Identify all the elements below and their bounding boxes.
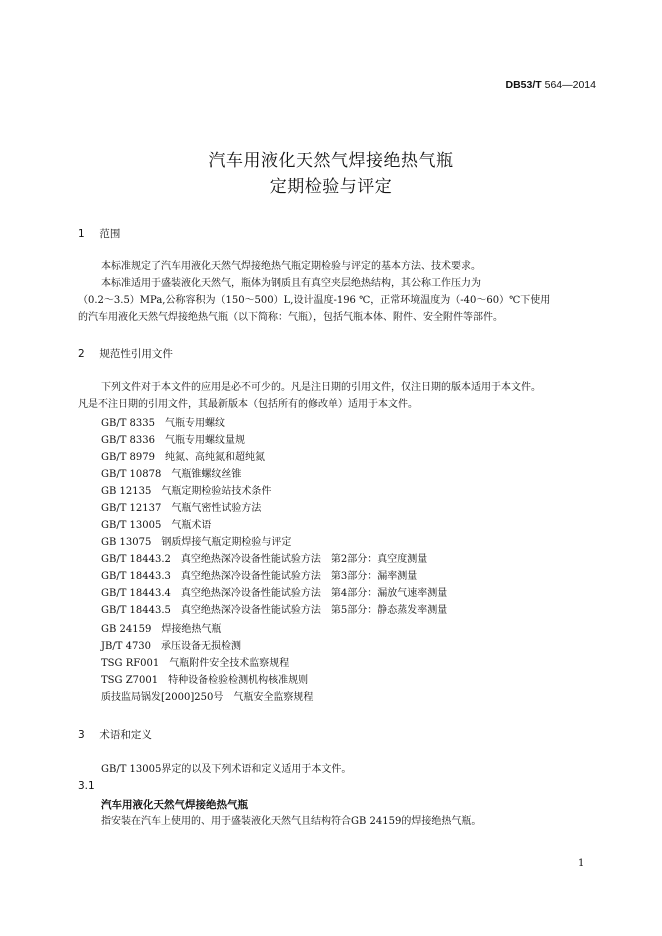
reference-item: GB 13075 钢质焊接气瓶定期检验与评定 — [101, 537, 292, 548]
section-1-heading — [78, 226, 120, 241]
reference-item: TSG Z7001 特种设备检验检测机构核准规则 — [101, 675, 309, 686]
section-2-heading — [78, 346, 173, 361]
reference-item: GB 12135 气瓶定期检验站技术条件 — [101, 486, 272, 497]
reference-item: GB/T 18443.5 真空绝热深冷设备性能试验方法 第5部分：静态蒸发率测量 — [101, 605, 448, 616]
standard-code — [506, 79, 597, 91]
section-number: 3 — [78, 729, 85, 741]
section-3-heading — [78, 727, 152, 742]
document-title-line1: 汽车用液化天然气焊接绝热气瓶 — [208, 151, 454, 171]
reference-item: GB/T 8979 纯氮、高纯氮和超纯氮 — [101, 452, 266, 463]
reference-item: GB 24159 焊接绝热气瓶 — [101, 624, 222, 635]
page-number: 1 — [578, 858, 585, 869]
terms-intro: GB/T 13005界定的以及下列术语和定义适用于本文件。 — [101, 764, 352, 775]
reference-item: 质技监局锅发[2000]250号 气瓶安全监察规程 — [101, 692, 314, 703]
reference-item: GB/T 8336 气瓶专用螺纹量规 — [101, 435, 246, 446]
reference-item: GB/T 12137 气瓶气密性试验方法 — [101, 503, 262, 514]
term-number: 3.1 — [78, 780, 95, 792]
reference-item: GB/T 8335 气瓶专用螺纹 — [101, 418, 226, 429]
scope-paragraph-2-line2: （0.2～3.5）MPa,公称容积为（150～500）L,设计温度-196 ℃，正常环境温度为（-40～60）℃下使用 — [78, 295, 551, 306]
reference-item: GB/T 18443.3 真空绝热深冷设备性能试验方法 第3部分：漏率测量 — [101, 571, 418, 582]
section-title: 术语和定义 — [99, 729, 152, 741]
term-title: 汽车用液化天然气焊接绝热气瓶 — [101, 799, 248, 811]
scope-paragraph-1: 本标准规定了汽车用液化天然气焊接绝热气瓶定期检验与评定的基本方法、技术要求。 — [101, 261, 481, 272]
standard-code-prefix: DB53/T — [505, 79, 542, 91]
standard-code-number: 564—2014 — [544, 79, 596, 91]
scope-paragraph-2-line1: 本标准适用于盛装液化天然气，瓶体为钢质且有真空夹层绝热结构，其公称工作压力为 — [101, 278, 481, 289]
reference-item: GB/T 10878 气瓶锥螺纹丝锥 — [101, 469, 242, 480]
scope-paragraph-2-line3: 的汽车用液化天然气焊接绝热气瓶（以下简称：气瓶），包括气瓶本体、附件、安全附件等部件。 — [78, 312, 503, 323]
reference-item: GB/T 13005 气瓶术语 — [101, 520, 212, 531]
refs-intro-line1: 下列文件对于本文件的应用是必不可少的。凡是注日期的引用文件，仅注日期的版本适用于本文件。 — [101, 382, 541, 393]
reference-item: GB/T 18443.4 真空绝热深冷设备性能试验方法 第4部分：漏放气速率测量 — [101, 588, 448, 599]
term-definition: 指安装在汽车上使用的、用于盛装液化天然气且结构符合GB 24159的焊接绝热气瓶。 — [101, 816, 482, 827]
reference-item: TSG RF001 气瓶附件安全技术监察规程 — [101, 658, 290, 669]
document-title-line2: 定期检验与评定 — [269, 177, 393, 197]
reference-item: JB/T 4730 承压设备无损检测 — [101, 641, 242, 652]
refs-intro-line2: 凡是不注日期的引用文件，其最新版本（包括所有的修改单）适用于本文件。 — [78, 399, 418, 410]
section-number: 2 — [78, 348, 85, 360]
section-title: 范围 — [99, 228, 121, 240]
reference-item: GB/T 18443.2 真空绝热深冷设备性能试验方法 第2部分：真空度测量 — [101, 554, 428, 565]
section-number: 1 — [78, 228, 85, 240]
section-title: 规范性引用文件 — [99, 348, 173, 360]
